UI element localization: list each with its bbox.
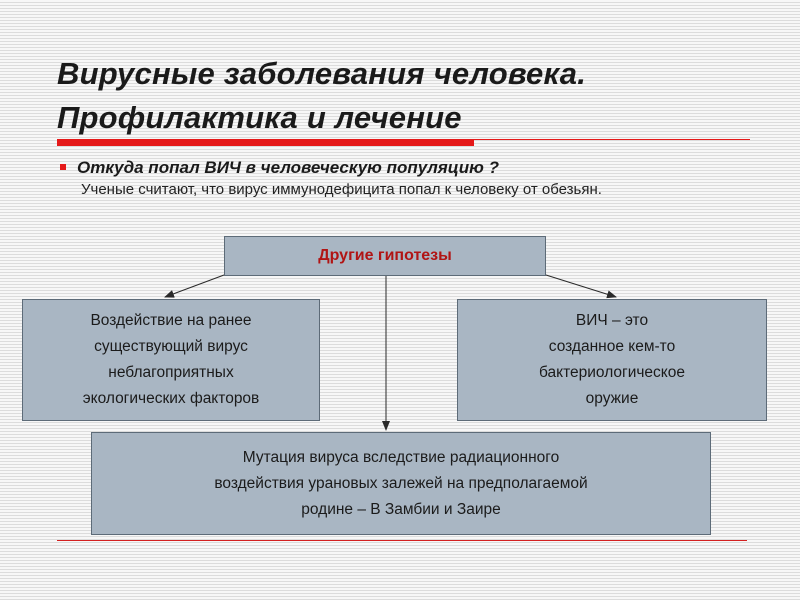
title-line-1: Вирусные заболевания человека. bbox=[57, 56, 587, 91]
arrow-to-right-box bbox=[546, 275, 616, 297]
hypotheses-root-box bbox=[224, 236, 546, 276]
arrow-to-left-box bbox=[165, 275, 224, 297]
footer-rule bbox=[57, 540, 747, 541]
title-line-2: Профилактика и лечение bbox=[57, 100, 462, 135]
radiation-line-2: воздействия урановых залежей на предполагаемой bbox=[214, 474, 588, 492]
bullet-question-text: Откуда попал ВИЧ в человеческую популяцию ? bbox=[77, 158, 499, 177]
ecology-line-1: Воздействие на ранее bbox=[90, 312, 252, 329]
radiation-line-1: Мутация вируса вследствие радиационного bbox=[242, 448, 560, 466]
hypothesis-weapon-box bbox=[457, 299, 767, 421]
hypothesis-ecology-box bbox=[22, 299, 320, 421]
weapon-line-1: ВИЧ – это bbox=[575, 312, 649, 329]
bullet-answer: Ученые считают, что вирус иммунодефицита попал к человеку от обезьян. bbox=[81, 181, 602, 198]
ecology-line-2: существующий вирус bbox=[94, 338, 248, 355]
weapon-line-3: бактериологическое bbox=[539, 364, 685, 381]
ecology-line-4: экологических факторов bbox=[82, 390, 260, 407]
weapon-line-2: созданное кем-то bbox=[548, 338, 676, 355]
weapon-line-4: оружие bbox=[585, 390, 639, 407]
hypotheses-root-label: Другие гипотезы bbox=[318, 247, 452, 264]
ecology-line-3: неблагоприятных bbox=[108, 364, 234, 381]
hypothesis-radiation-box bbox=[91, 432, 711, 535]
radiation-line-3: родине – В Замбии и Заире bbox=[301, 500, 501, 518]
